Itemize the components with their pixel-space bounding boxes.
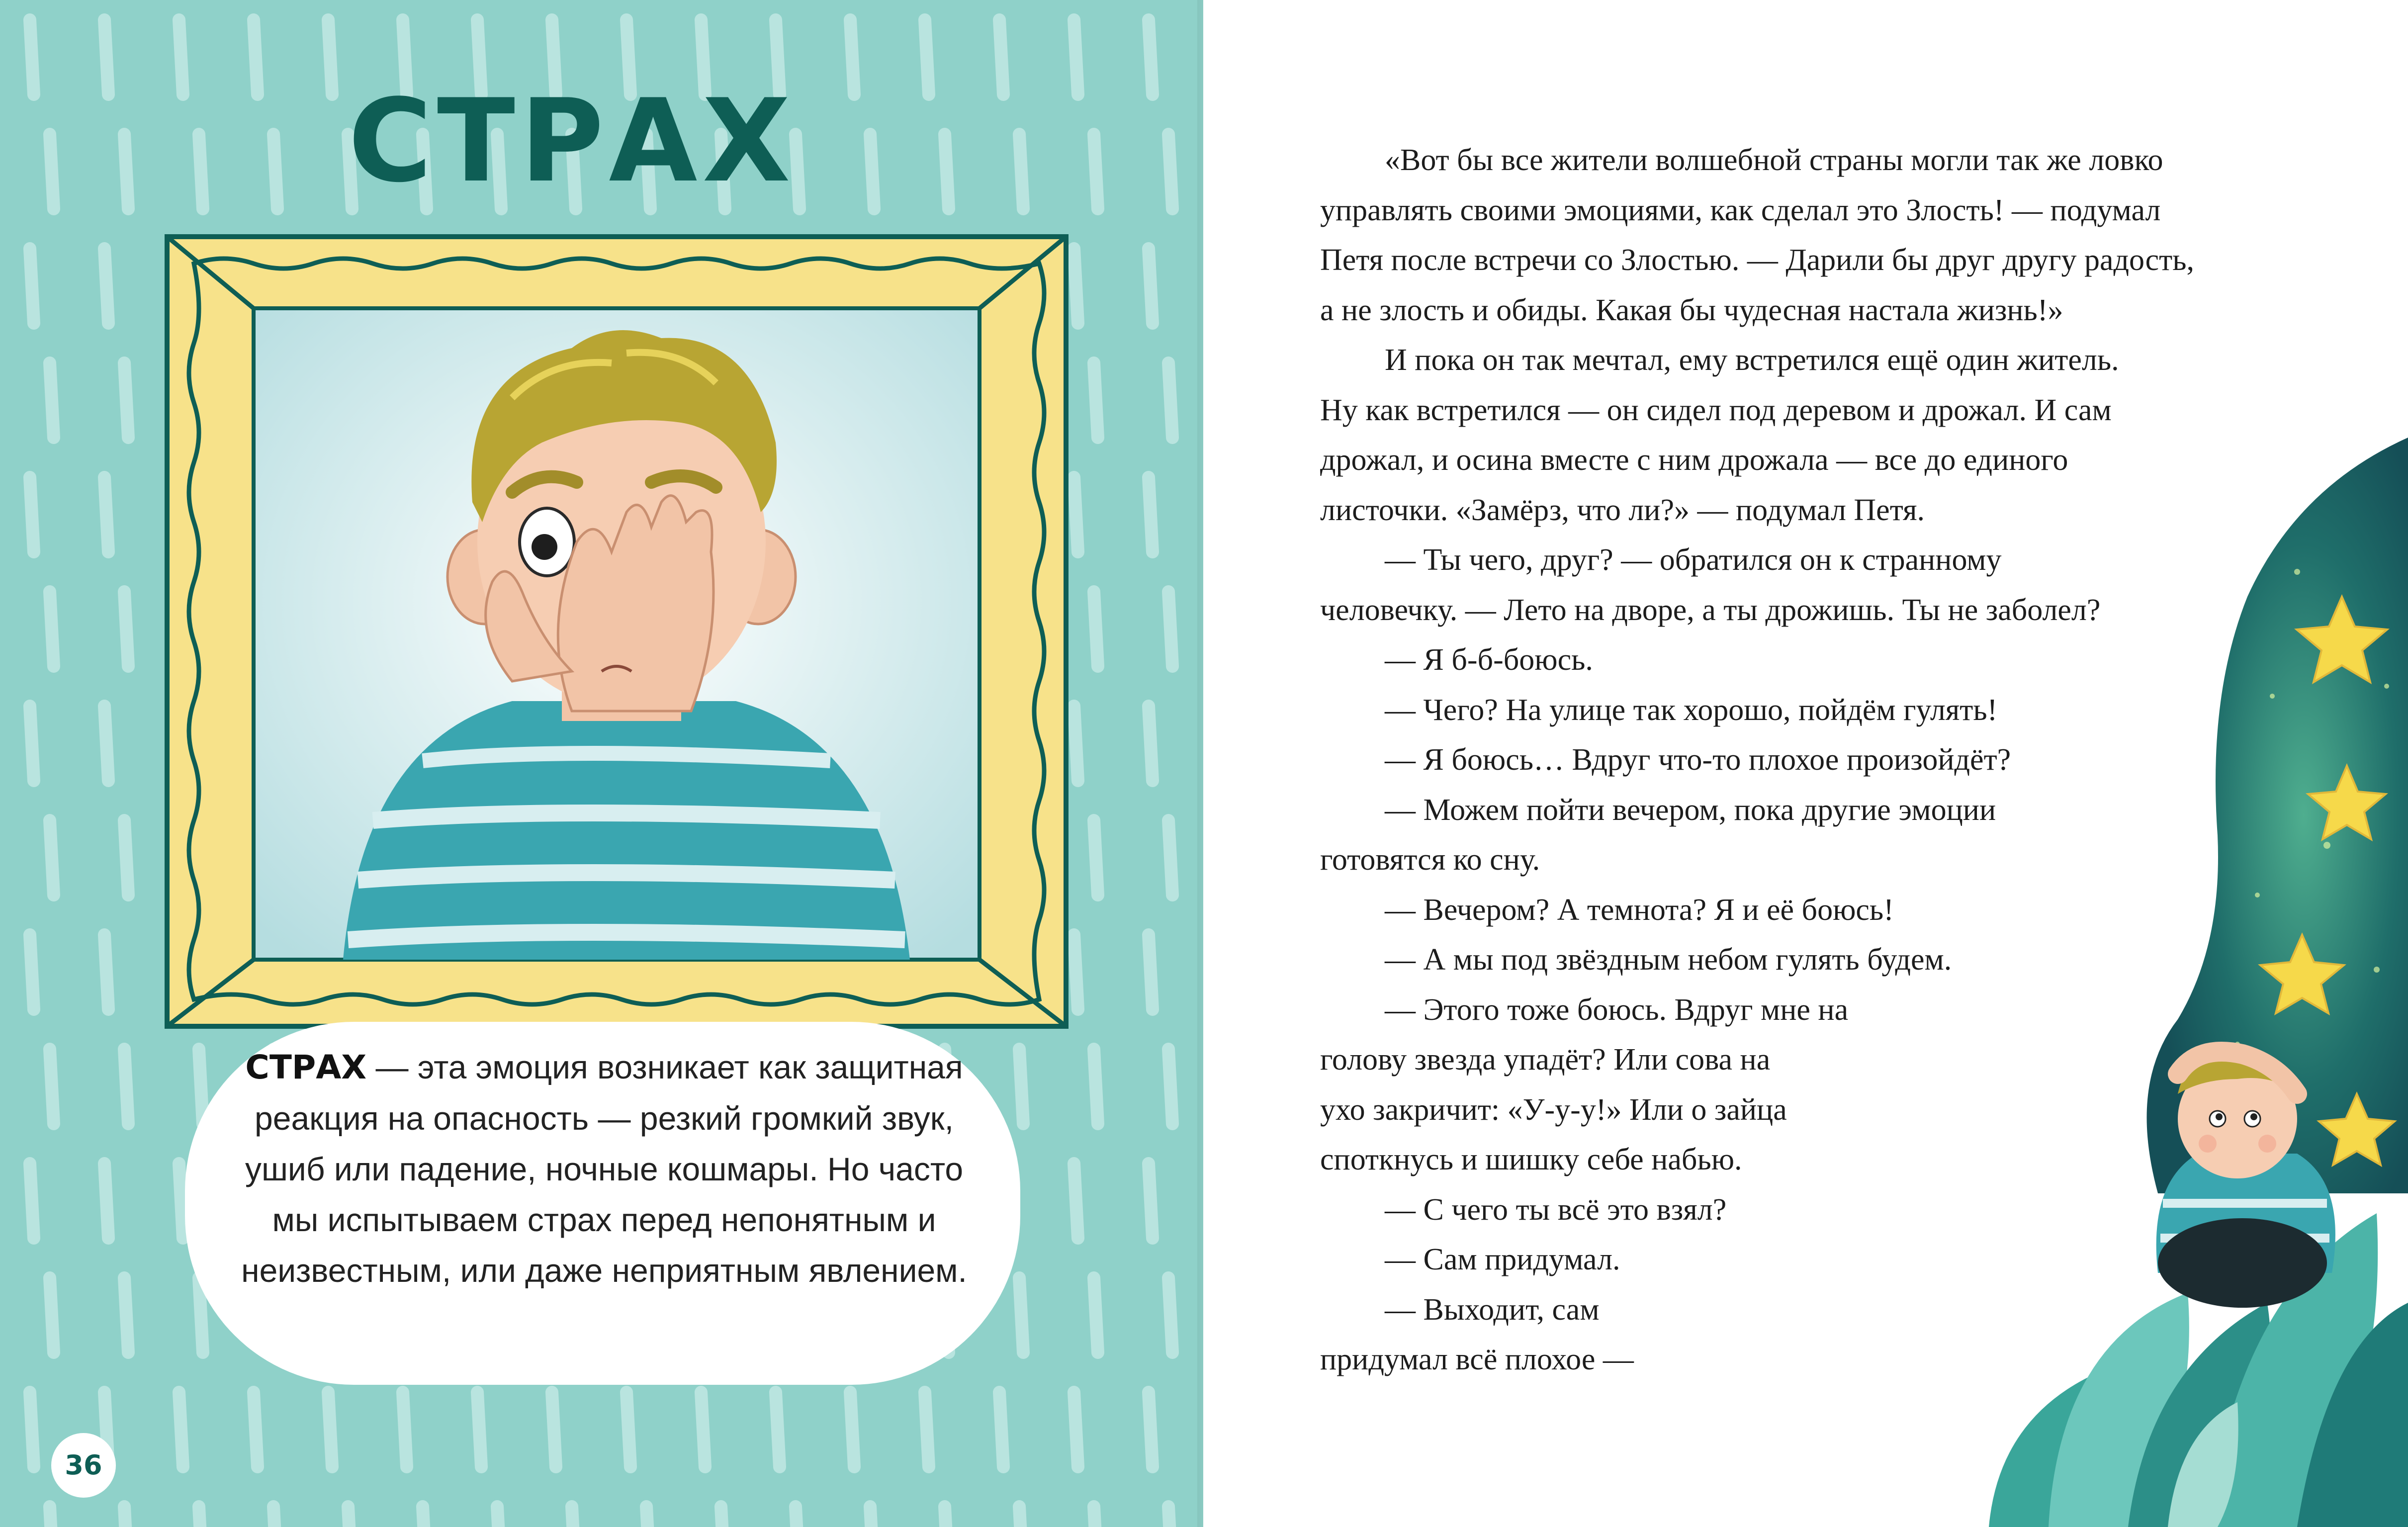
- caption-term: СТРАХ: [245, 1048, 367, 1086]
- story-line: — Этого тоже боюсь. Вдруг мне на: [1385, 992, 1849, 1027]
- story-line: — Вечером? А темнота? Я и её боюсь!: [1385, 893, 1894, 927]
- story-line: управлять своими эмоциями, как сделал это Злость! — подумал: [1320, 193, 2161, 227]
- story-line: голову звезда упадёт? Или сова на: [1320, 1043, 1771, 1077]
- story-line: И пока он так мечтал, ему встретился ещё один житель.: [1385, 343, 2119, 377]
- story-line: — С чего ты всё это взял?: [1385, 1192, 1727, 1227]
- story-line: ухо закричит: «У-у-у!» Или о зайца: [1320, 1092, 1787, 1127]
- story-line: — Можем пойти вечером, пока другие эмоции: [1385, 793, 1996, 827]
- story-line: — Сам придумал.: [1385, 1243, 1620, 1276]
- story-line: «Вот бы все жители волшебной страны могли так же ловко: [1385, 143, 2163, 177]
- story-line: а не злость и обиды. Какая бы чудесная настала жизнь!»: [1320, 293, 2063, 327]
- story-line: — Я б-б-боюсь.: [1385, 643, 1593, 677]
- caption-definition: — эта эмоция возникает как защитная реакция на опасность — резкий громкий звук, ушиб или падение, ночные кошмары. Но часто мы испытываем страх перед непонятным и неизвестным, или даже неприятным явлением.: [241, 1049, 967, 1289]
- left-page: [0, 0, 1203, 1527]
- story-line: дрожал, и осина вместе с ним дрожала — все до единого: [1320, 443, 2068, 477]
- story-line: — Ты чего, друг? — обратился он к странному: [1385, 543, 2002, 577]
- story-line: листочки. «Замёрз, что ли?» — подумал Петя.: [1320, 493, 1925, 527]
- caption-text: [239, 1042, 970, 1296]
- story-line: Ну как встретился — он сидел под деревом и дрожал. И сам: [1320, 393, 2112, 427]
- story-line: — Чего? На улице так хорошо, пойдём гулять!: [1385, 693, 1998, 727]
- story-line: — А мы под звёздным небом гулять будем.: [1385, 943, 1952, 977]
- page-number: 36: [51, 1433, 116, 1498]
- story-text: [1320, 135, 2310, 1385]
- story-line: Петя после встречи со Злостью. — Дарили бы друг другу радость,: [1320, 243, 2194, 277]
- story-line: — Выходит, сам: [1385, 1292, 1600, 1327]
- story-line: готовятся ко сну.: [1320, 843, 1540, 877]
- portrait-frame: [164, 234, 1069, 1029]
- page-title: СТРАХ: [348, 75, 796, 208]
- story-line: споткнусь и шишку себе набью.: [1320, 1143, 1742, 1176]
- story-line: человечку. — Лето на дворе, а ты дрожишь. Ты не заболел?: [1320, 593, 2101, 627]
- story-line: придумал всё плохое —: [1320, 1343, 1634, 1376]
- story-line: — Я боюсь… Вдруг что-то плохое произойдёт?: [1385, 743, 2011, 777]
